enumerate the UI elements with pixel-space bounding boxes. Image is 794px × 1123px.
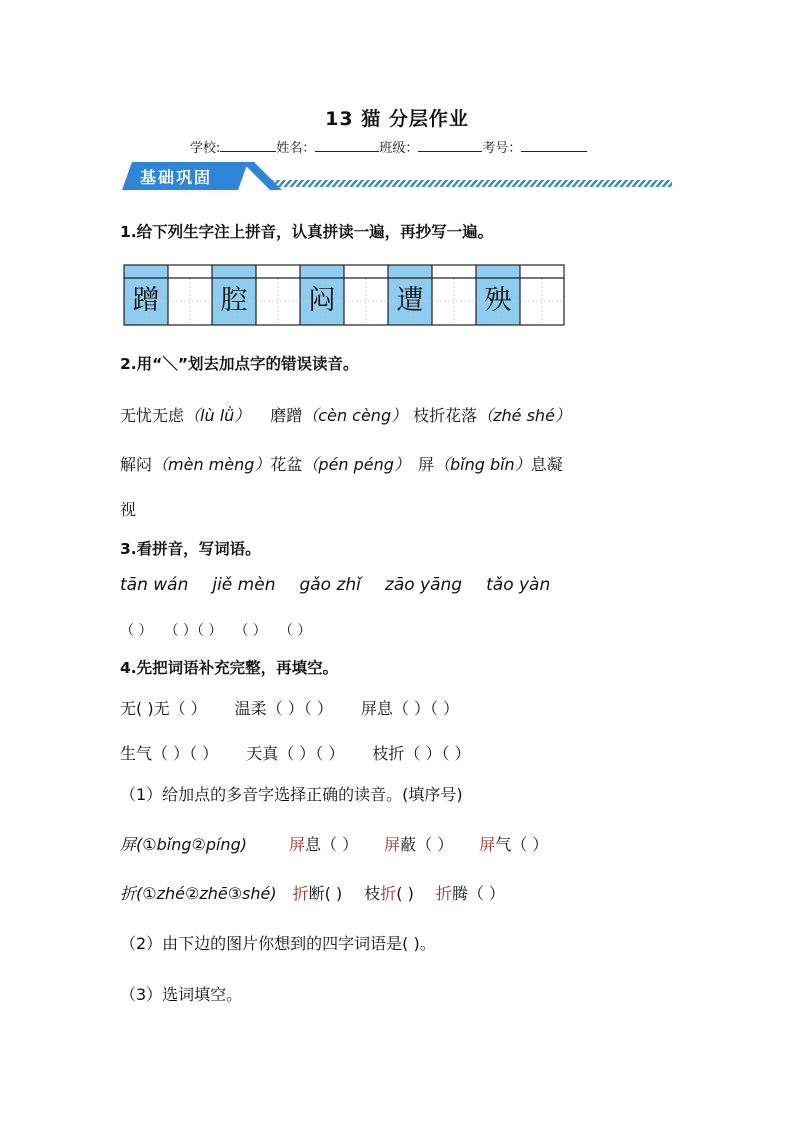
q3-blank-row [120,620,311,640]
class-label: 班级： [379,141,419,156]
ping-item[interactable]: 息（ ） [305,835,359,854]
q3-answer-blank[interactable]: （ ） [120,623,153,639]
q3-pinyin-row [120,575,550,595]
highlighted-char: 折 [435,884,452,903]
grid-character: 闷 [308,285,336,316]
q4-phrase[interactable]: 天真（ ）（ ） [246,744,345,763]
section-banner [120,160,675,192]
q3-pinyin: gǎo zhǐ [299,575,361,595]
q3-pinyin: tǎo yàn [486,575,551,595]
q3-answer-blank[interactable]: （ ） [278,623,312,639]
exam-number-blank[interactable] [521,138,587,152]
q4-phrase[interactable]: 温柔（ ）（ ） [234,699,333,718]
q2-options: （mèn mèng） [152,455,271,474]
q2-word: 无忧无虑 [120,406,185,425]
q4-phrase[interactable]: 枝折（ ）（ ） [372,744,471,763]
q3-pinyin: tān wán [120,575,189,595]
q2-options: （bǐng bǐn） [433,455,531,474]
ping-reading-options: 屏(①bǐng②píng) [120,835,247,854]
q4-sub-2[interactable]: （2）由下边的图片你想到的四字词语是( )。 [120,934,436,953]
highlighted-char: 折 [380,884,397,903]
section-label: 基础巩固 [140,168,213,187]
name-label: 姓名： [276,141,316,156]
grid-character-cell [300,264,344,324]
grid-character: 遭 [396,285,424,316]
exam-number-label: 考号： [482,141,522,156]
grid-character-cell [124,264,168,324]
q2-word: 解闷 [120,455,153,474]
q4-sub-3: （3）选词填空。 [120,985,243,1004]
q2-options: （pén péng） [302,455,410,474]
grid-character: 蹭 [132,285,160,316]
student-info-line [190,137,587,156]
zhe-reading-options: 折(①zhé②zhē③shé) [120,884,277,903]
school-blank[interactable] [220,138,276,152]
q4-ping-row [120,832,548,855]
q2-row-3: 视 [120,500,137,519]
ping-item[interactable]: 蔽（ ） [400,835,454,854]
question-1: 1.给下列生字注上拼音，认真拼读一遍，再抄写一遍。 [120,223,494,241]
q3-answer-blank[interactable]: （ ） [234,623,267,639]
ping-item[interactable]: 气（ ） [495,835,549,854]
q4-phrase[interactable]: 生气（ ）（ ） [120,744,219,763]
q2-options: （zhé shé） [477,406,571,425]
highlighted-char: 屏 [384,835,401,854]
grid-character-cell [476,264,520,324]
grid-character: 殃 [484,285,512,316]
q3-answer-blank[interactable]: （ ） [164,623,197,639]
q2-row-1 [120,403,571,426]
q4-phrase[interactable]: 无( )无（ ） [120,699,207,718]
question-3: 3.看拼音，写词语。 [120,540,261,558]
grid-character-cell [388,264,432,324]
q2-options: （cèn cèng） [302,406,408,425]
q4-sub-1: （1）给加点的多音字选择正确的读音。(填序号) [120,785,463,804]
q4-row-2 [120,741,471,764]
q2-word: 枝折花落 [413,406,478,425]
zhe-item[interactable]: 腾（ ） [451,884,505,903]
q4-zhe-row [120,881,505,904]
class-blank[interactable] [418,138,482,152]
q4-row-1 [120,696,459,719]
highlighted-char: 屏 [479,835,496,854]
page-title: 13 猫 分层作业 [325,108,469,130]
question-4: 4.先把词语补充完整，再填空。 [120,659,339,677]
q4-phrase[interactable]: 屏息（ ）（ ） [360,699,460,718]
grid-character-cell [212,264,256,324]
zhe-item-prefix: 枝 [364,884,381,903]
q3-pinyin: jiě mèn [212,575,276,595]
q2-word: 息凝 [530,455,563,474]
q2-word: 磨蹭 [270,406,303,425]
name-blank[interactable] [315,138,379,152]
q2-word: 屏 [417,455,434,474]
highlighted-char: 折 [292,884,309,903]
school-label: 学校: [190,141,221,156]
zhe-item[interactable]: 断( ) [308,884,343,903]
grid-character: 腔 [220,285,248,316]
q3-answer-blank[interactable]: （ ） [196,623,223,639]
q2-word: 花盆 [270,455,303,474]
zhe-item[interactable]: ( ) [396,884,414,903]
question-2: 2.用“＼”划去加点字的错误读音。 [120,355,359,373]
q3-pinyin: zāo yāng [384,575,463,595]
q2-options: （lù lǜ） [184,406,251,425]
highlighted-char: 屏 [288,835,305,854]
q2-row-2 [120,452,563,475]
